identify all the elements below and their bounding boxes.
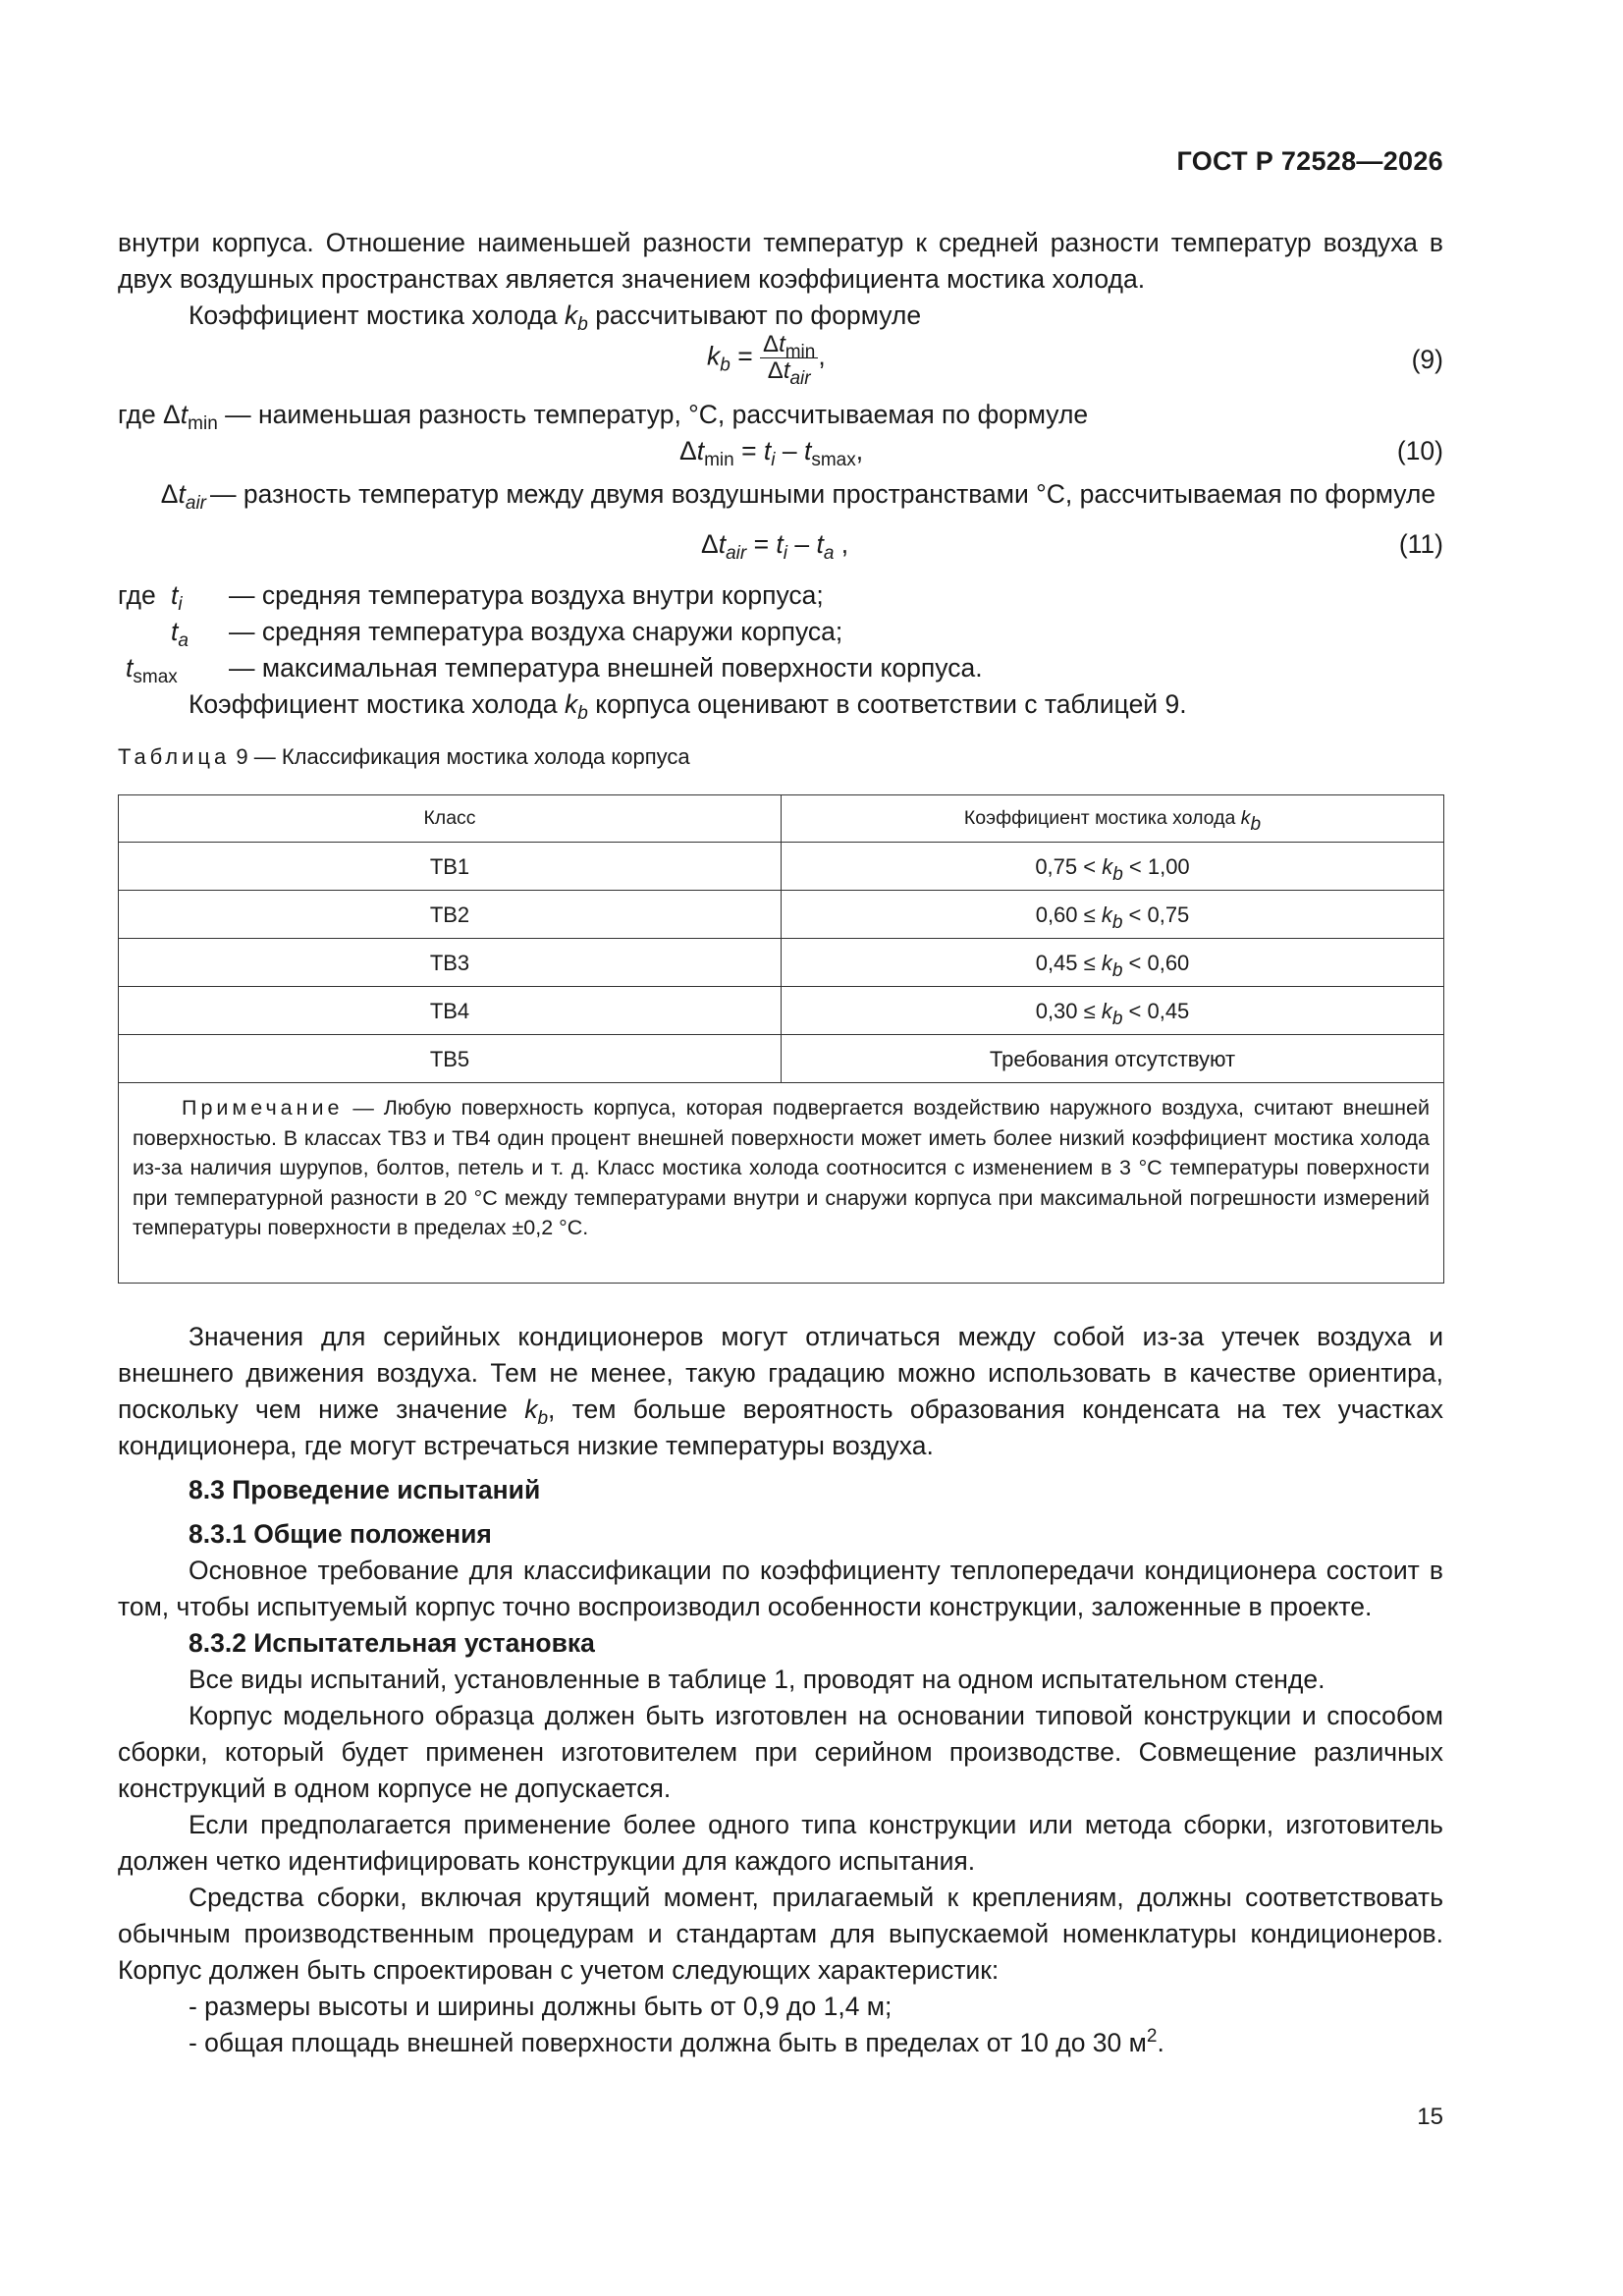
formula-9-body: $k_b$ = $\frac{\Delta t_{min}}{\Delta t_{air}}$ , <box>707 331 826 389</box>
definition-ta: $t_a$ — средняя температура воздуха снаружи корпуса; <box>171 617 843 651</box>
section-8-3-2-heading: 8.3.2 Испытательная установка <box>189 1627 595 1658</box>
definition-tsmax: $t_{smax}$ — максимальная температура внешней поверхности корпуса. <box>126 653 983 687</box>
table-caption: Таблица 9 — Классификация мостика холода корпуса <box>118 744 690 769</box>
header-class: Класс <box>119 795 782 843</box>
header-coefficient: Коэффициент мостика холода $k_b$ <box>782 795 1444 843</box>
list-item: - размеры высоты и ширины должны быть от 0,9 до 1,4 м; <box>189 1991 893 2021</box>
classification-table <box>118 794 1444 1284</box>
cell-coef: $0,45 \le k_b < 0,60$ <box>782 939 1444 987</box>
definition-ti: где $t_i$ — средняя температура воздуха внутри корпуса; <box>118 580 824 615</box>
formula-9 <box>118 331 1443 397</box>
setup-paragraph-3: Если предполагается применение более одного типа конструкции или метода сборки, изготовитель должен четко идентифицировать конструкции для каждого испытания. <box>118 1809 1443 1876</box>
formula-intro-paragraph: Коэффициент мостика холода $k_b$ рассчитывают по формуле <box>189 301 922 335</box>
where-tmin: где $\Delta t_{min}$ — наименьшая разность температур, °С, рассчитываемая по формуле <box>118 400 1089 434</box>
setup-paragraph-1: Все виды испытаний, установленные в таблице 1, проводят на одном испытательном стенде. <box>189 1664 1325 1694</box>
cell-class: ТВ4 <box>119 987 782 1035</box>
table-row <box>119 843 1444 891</box>
cell-class: ТВ3 <box>119 939 782 987</box>
table-row <box>119 987 1444 1035</box>
table-row <box>119 1035 1444 1083</box>
setup-paragraph-2: Корпус модельного образца должен быть изготовлен на основании типовой конструкции и способом сборки, который будет применен изготовителем при серийном производстве. Совмещение различных конструкций в одном корпусе не допускается. <box>118 1700 1443 1803</box>
section-8-3-1-heading: 8.3.1 Общие положения <box>189 1518 492 1549</box>
formula-11-number: (11) <box>1398 529 1443 559</box>
formula-11-body: $\Delta t_{air} = t_i - t_a$ , <box>701 529 849 564</box>
section-8-3-heading: 8.3 Проведение испытаний <box>189 1474 541 1504</box>
intro-paragraph: внутри корпуса. Отношение наименьшей разности температур к средней разности температур воздуха в двух воздушных пространствах является значением коэффициента мостика холода. <box>118 228 1443 294</box>
general-paragraph: Основное требование для классификации по коэффициенту теплопередачи кондиционера состоит в том, чтобы испытуемый корпус точно воспроизводил особенности конструкции, заложенные в проекте. <box>118 1555 1443 1621</box>
table-row <box>119 891 1444 939</box>
page-number: 15 <box>1417 2104 1443 2130</box>
definitions-list <box>118 577 1443 686</box>
formula-10-number: (10) <box>1396 436 1443 465</box>
formula-11 <box>118 526 1443 570</box>
formula-10-body: $\Delta t_{min} = t_i - t_{smax}$, <box>679 436 864 470</box>
table-row <box>119 939 1444 987</box>
table-note: Примечание — Любую поверхность корпуса, которая подвергается воздействию наружного воздуха, считают внешней поверхностью. В классах ТВ3 и ТВ4 один процент внешней поверхности может иметь более низкий коэффициент мостика холода из-за наличия шурупов, болтов, петель и т. д. Класс мостика холода соотносится с изменением в 3 °С температуры поверхности при температурной разности в 20 °С между температурами внутри и снаружи корпуса при максимальной погрешности измерений температуры поверхности в пределах ±0,2 °С. <box>119 1083 1444 1284</box>
document-code: ГОСТ Р 72528—2026 <box>1176 146 1443 176</box>
cell-coef: $0,30 \le k_b < 0,45$ <box>782 987 1444 1035</box>
page-content <box>118 225 1443 2061</box>
table-note-row <box>119 1083 1444 1284</box>
table-header-row <box>119 795 1444 843</box>
fraction: $\frac{\Delta t_{min}}{\Delta t_{air}}$ <box>760 332 818 384</box>
where-tair: $\Delta t_{air}$ — разность температур между двумя воздушными пространствами °С, рассчитываемая по формуле <box>160 479 1436 514</box>
cell-class: ТВ2 <box>119 891 782 939</box>
formula-9-number: (9) <box>1411 345 1443 374</box>
cell-class: ТВ1 <box>119 843 782 891</box>
cell-coef: Требования отсутствуют <box>782 1035 1444 1083</box>
serial-paragraph: Значения для серийных кондиционеров могут отличаться между собой из-за утечек воздуха и внешнего движения воздуха. Тем не менее, такую градацию можно использовать в качестве ориентира, поскольку чем ниже значение $k_b$, тем больше вероятность образования конденсата на тех участках кондиционера, где могут встречаться низкие температуры воздуха. <box>118 1321 1443 1460</box>
table-ref-paragraph: Коэффициент мостика холода $k_b$ корпуса оценивают в соответствии с таблицей 9. <box>189 689 1187 724</box>
setup-paragraph-4: Средства сборки, включая крутящий момент, прилагаемый к креплениям, должны соответствовать обычным производственным процедурам и стандартам для выпускаемой номенклатуры кондиционеров. Корпус должен быть спроектирован с учетом следующих характеристик: <box>118 1882 1443 1985</box>
formula-10 <box>118 433 1443 476</box>
list-item: - общая площадь внешней поверхности должна быть в пределах от 10 до 30 $м^2$. <box>189 2025 1164 2057</box>
cell-coef: $0,60 \le k_b < 0,75$ <box>782 891 1444 939</box>
cell-class: ТВ5 <box>119 1035 782 1083</box>
cell-coef: $0,75 < k_b < 1,00$ <box>782 843 1444 891</box>
